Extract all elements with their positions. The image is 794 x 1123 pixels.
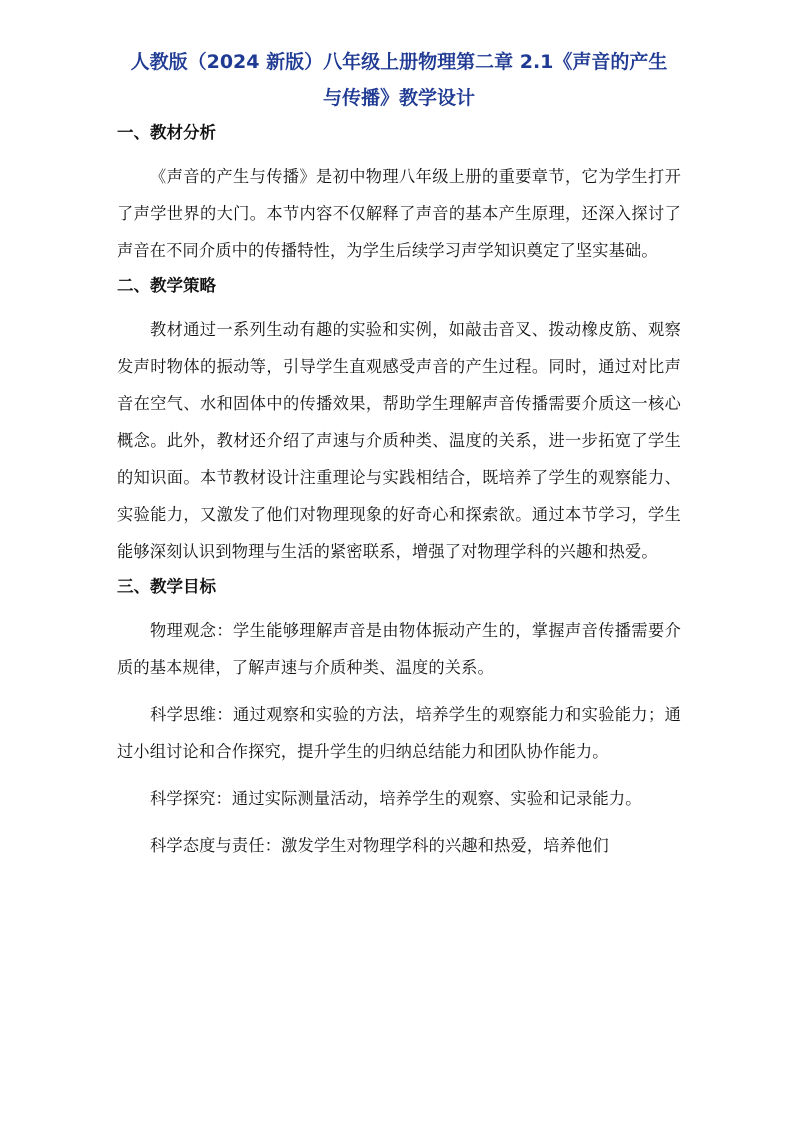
paragraph: 教材通过一系列生动有趣的实验和实例，如敲击音叉、拨动橡皮筋、观察发声时物体的振动等，引导学生直观感受声音的产生过程。同时，通过对比声音在空气、水和固体中的传播效果，帮助学生理解声音传播需要介质这一核心概念。此外，教材还介绍了声速与介质种类、温度的关系，进一步拓宽了学生的知识面。本节教材设计注重理论与实践相结合，既培养了学生的观察能力、实验能力，又激发了他们对物理现象的好奇心和探索欲。通过本节学习，学生能够深刻认识到物理与生活的紧密联系，增强了对物理学科的兴趣和热爱。 — [117, 320, 681, 561]
document-title: 人教版（2024 新版）八年级上册物理第二章 2.1《声音的产生与传播》教学设计 — [130, 51, 668, 109]
paragraph-scientific-thinking: 科学思维：通过观察和实验的方法，培养学生的观察能力和实验能力；通过小组讨论和合作探究，提升学生的归纳总结能力和团队协作能力。 — [117, 705, 681, 761]
section-heading: 二、教学策略 — [117, 276, 216, 295]
section-teaching-strategy — [117, 273, 681, 570]
section-heading: 三、教学目标 — [117, 577, 216, 596]
paragraph: 《声音的产生与传播》是初中物理八年级上册的重要章节，它为学生打开了声学世界的大门。本节内容不仅解释了声音的基本产生原理，还深入探讨了声音在不同介质中的传播特性，为学生后续学习声学知识奠定了坚实基础。 — [117, 167, 681, 260]
paragraph-scientific-inquiry: 科学探究：通过实际测量活动，培养学生的观察、实验和记录能力。 — [150, 789, 642, 808]
section-textbook-analysis — [117, 120, 681, 269]
paragraph-scientific-attitude: 科学态度与责任：激发学生对物理学科的兴趣和热爱，培养他们 — [150, 836, 609, 855]
section-heading: 一、教材分析 — [117, 123, 216, 142]
paragraph-physics-concept: 物理观念：学生能够理解声音是由物体振动产生的，掌握声音传播需要介质的基本规律，了解声速与介质种类、温度的关系。 — [117, 621, 681, 677]
section-teaching-goals — [117, 574, 681, 864]
